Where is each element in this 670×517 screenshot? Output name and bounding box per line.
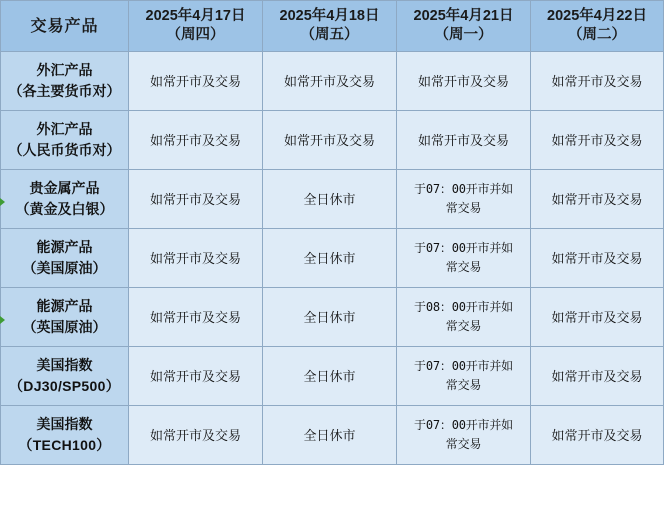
column-header-line2: （周四） <box>166 27 225 43</box>
cell-line1: 如常开市及交易 <box>149 427 241 443</box>
cell-line2: 常交易 <box>445 260 482 274</box>
row-label-sub: （各主要货币对） <box>8 83 121 99</box>
row-label <box>1 288 129 347</box>
column-header-line1: 2025年4月17日 <box>145 8 246 24</box>
table-row <box>1 52 664 111</box>
row-label-main: 贵金属产品 <box>29 180 100 196</box>
column-header-line1: 2025年4月22日 <box>547 8 647 24</box>
cell-line1: 如常开市及交易 <box>149 309 241 325</box>
row-label-sub: （英国原油） <box>22 319 107 335</box>
cell-value <box>263 170 397 229</box>
cell-line1: 于07：00开市并如 <box>414 359 513 373</box>
cell-value <box>263 111 397 170</box>
row-label-sub: （TECH100） <box>18 437 111 453</box>
row-label <box>1 347 129 406</box>
table-header-row <box>1 1 664 52</box>
cell-value <box>129 111 263 170</box>
column-header-line2: （周二） <box>568 27 626 43</box>
cell-value <box>129 406 263 465</box>
cell-line2: 常交易 <box>445 201 482 215</box>
cell-line1: 如常开市及交易 <box>149 132 241 148</box>
cell-line1: 于08：00开市并如 <box>414 300 513 314</box>
column-header-date-4 <box>531 1 664 52</box>
cell-value <box>129 52 263 111</box>
cell-value <box>531 170 664 229</box>
cell-line2: 常交易 <box>445 378 482 392</box>
cell-line1: 全日休市 <box>303 368 356 384</box>
row-label-main: 美国指数 <box>36 357 93 373</box>
column-header-line2: （周一） <box>434 27 493 43</box>
row-label-main: 能源产品 <box>36 239 93 255</box>
cell-line1: 于07：00开市并如 <box>414 418 513 432</box>
cell-line1: 如常开市及交易 <box>283 132 375 148</box>
row-label <box>1 406 129 465</box>
cell-line1: 如常开市及交易 <box>149 73 241 89</box>
row-label-sub: （美国原油） <box>22 260 107 276</box>
cell-value <box>397 170 531 229</box>
cell-line1: 全日休市 <box>303 191 356 207</box>
row-label-sub: （人民币货币对） <box>8 142 121 158</box>
cell-line1: 如常开市及交易 <box>551 368 643 384</box>
cell-value <box>263 52 397 111</box>
column-header-line2: （周五） <box>300 27 359 43</box>
cell-value <box>129 347 263 406</box>
cell-line1: 全日休市 <box>303 427 356 443</box>
row-label <box>1 52 129 111</box>
cell-value <box>531 111 664 170</box>
cell-line1: 如常开市及交易 <box>417 132 509 148</box>
cell-value <box>263 406 397 465</box>
cell-line1: 如常开市及交易 <box>149 191 241 207</box>
table-row <box>1 288 664 347</box>
cell-line1: 如常开市及交易 <box>551 309 643 325</box>
row-label-main: 外汇产品 <box>36 62 93 78</box>
row-label <box>1 111 129 170</box>
cell-line1: 全日休市 <box>303 250 356 266</box>
cell-line1: 如常开市及交易 <box>551 132 643 148</box>
cell-value <box>263 288 397 347</box>
cell-line1: 如常开市及交易 <box>149 250 241 266</box>
cell-value <box>531 52 664 111</box>
row-label-main: 美国指数 <box>36 416 93 432</box>
row-label-sub: （DJ30/SP500） <box>9 378 120 394</box>
cell-line2: 常交易 <box>445 437 482 451</box>
row-label <box>1 229 129 288</box>
cell-line1: 如常开市及交易 <box>283 73 375 89</box>
cell-line1: 如常开市及交易 <box>551 73 643 89</box>
cell-line1: 于07：00开市并如 <box>414 241 513 255</box>
cell-line2: 常交易 <box>445 319 482 333</box>
cell-value <box>531 406 664 465</box>
column-header-date-2 <box>263 1 397 52</box>
column-header-line1: 2025年4月21日 <box>413 8 514 24</box>
cell-line1: 如常开市及交易 <box>551 250 643 266</box>
cell-value <box>397 229 531 288</box>
cell-value <box>129 170 263 229</box>
cell-value <box>129 288 263 347</box>
cell-line1: 如常开市及交易 <box>551 427 643 443</box>
table-row <box>1 229 664 288</box>
cell-value <box>263 347 397 406</box>
cell-line1: 全日休市 <box>303 309 356 325</box>
column-header-line1: 2025年4月18日 <box>279 8 380 24</box>
cell-value <box>263 229 397 288</box>
column-header-line1: 交易产品 <box>30 17 99 35</box>
table-row <box>1 347 664 406</box>
cell-value <box>129 229 263 288</box>
table-row <box>1 111 664 170</box>
row-label-main: 外汇产品 <box>36 121 93 137</box>
cell-line1: 于07：00开市并如 <box>414 182 513 196</box>
cell-value <box>397 406 531 465</box>
row-marker-icon <box>0 198 5 206</box>
column-header-date-1 <box>129 1 263 52</box>
cell-value <box>531 229 664 288</box>
cell-value <box>397 347 531 406</box>
cell-value <box>397 288 531 347</box>
table-row <box>1 406 664 465</box>
column-header-date-3 <box>397 1 531 52</box>
cell-value <box>397 52 531 111</box>
cell-line1: 如常开市及交易 <box>417 73 509 89</box>
cell-line1: 如常开市及交易 <box>149 368 241 384</box>
cell-value <box>531 288 664 347</box>
row-label-sub: （黄金及白银） <box>15 201 114 217</box>
row-marker-icon <box>0 316 5 324</box>
cell-line1: 如常开市及交易 <box>551 191 643 207</box>
row-label <box>1 170 129 229</box>
cell-value <box>531 347 664 406</box>
cell-value <box>397 111 531 170</box>
row-label-main: 能源产品 <box>36 298 93 314</box>
column-header-product <box>1 1 129 52</box>
table-row <box>1 170 664 229</box>
